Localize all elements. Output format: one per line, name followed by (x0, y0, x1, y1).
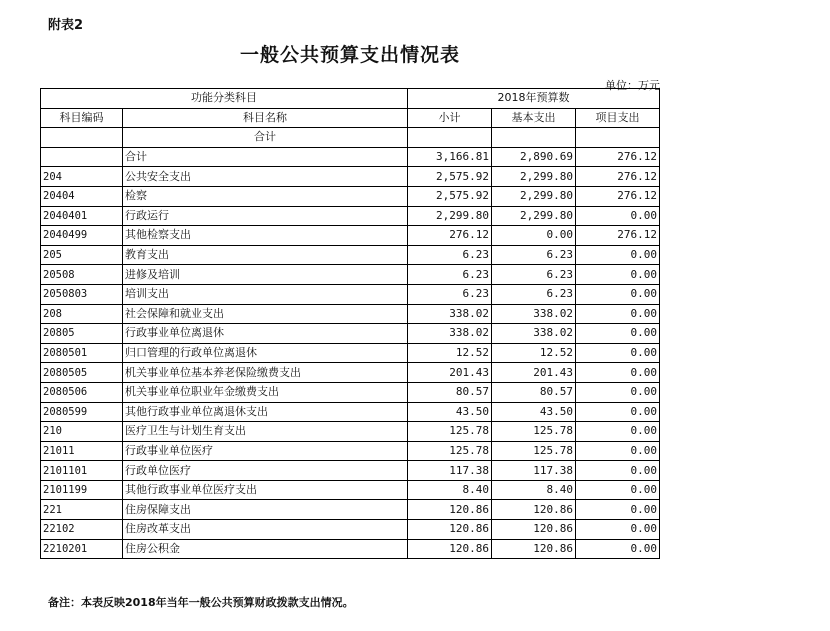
row-name: 机关事业单位职业年金缴费支出 (123, 382, 408, 402)
table-row (41, 284, 660, 304)
row-basic: 120.86 (492, 500, 576, 520)
row-project: 0.00 (576, 343, 660, 363)
row-name: 住房保障支出 (123, 500, 408, 520)
row-subtotal: 6.23 (408, 245, 492, 265)
table-row (41, 480, 660, 500)
table-row (41, 304, 660, 324)
row-code: 20508 (41, 265, 123, 285)
row-project: 0.00 (576, 324, 660, 344)
footnote: 备注：本表反映2018年当年一般公共预算财政拨款支出情况。 (48, 596, 354, 609)
row-project: 0.00 (576, 520, 660, 540)
row-name: 行政事业单位医疗 (123, 441, 408, 461)
row-name: 行政事业单位离退休 (123, 324, 408, 344)
total-label: 合计 (123, 128, 408, 148)
row-subtotal: 3,166.81 (408, 147, 492, 167)
header-row-groups (41, 89, 660, 109)
row-name: 医疗卫生与计划生育支出 (123, 422, 408, 442)
row-project: 0.00 (576, 363, 660, 383)
row-name: 其他行政事业单位医疗支出 (123, 480, 408, 500)
row-basic: 6.23 (492, 265, 576, 285)
row-basic: 338.02 (492, 304, 576, 324)
row-name: 行政单位医疗 (123, 461, 408, 481)
row-name: 其他行政事业单位离退休支出 (123, 402, 408, 422)
table-row (41, 147, 660, 167)
budget-table (40, 88, 660, 559)
row-project: 0.00 (576, 441, 660, 461)
row-subtotal: 2,575.92 (408, 186, 492, 206)
row-project: 0.00 (576, 265, 660, 285)
row-code: 2101199 (41, 480, 123, 500)
row-project: 0.00 (576, 539, 660, 559)
row-basic: 0.00 (492, 226, 576, 246)
row-basic: 2,299.80 (492, 206, 576, 226)
row-name: 社会保障和就业支出 (123, 304, 408, 324)
row-subtotal: 8.40 (408, 480, 492, 500)
header-code: 科目编码 (41, 108, 123, 128)
table-row (41, 363, 660, 383)
table-row (41, 441, 660, 461)
table-row (41, 186, 660, 206)
row-subtotal: 338.02 (408, 324, 492, 344)
row-project: 0.00 (576, 422, 660, 442)
row-code: 2040499 (41, 226, 123, 246)
row-subtotal: 120.86 (408, 539, 492, 559)
row-subtotal: 6.23 (408, 284, 492, 304)
row-subtotal: 125.78 (408, 422, 492, 442)
row-code: 221 (41, 500, 123, 520)
row-name: 住房改革支出 (123, 520, 408, 540)
table-row (41, 539, 660, 559)
total-label-project (576, 128, 660, 148)
row-basic: 8.40 (492, 480, 576, 500)
row-subtotal: 80.57 (408, 382, 492, 402)
table-row (41, 461, 660, 481)
table-row (41, 402, 660, 422)
row-code: 2050803 (41, 284, 123, 304)
row-name: 机关事业单位基本养老保险缴费支出 (123, 363, 408, 383)
row-subtotal: 43.50 (408, 402, 492, 422)
row-project: 276.12 (576, 167, 660, 187)
header-row-total-label (41, 128, 660, 148)
row-basic: 2,890.69 (492, 147, 576, 167)
header-name: 科目名称 (123, 108, 408, 128)
unit-label: 单位：万元 (605, 79, 660, 92)
total-label-basic (492, 128, 576, 148)
table-row (41, 382, 660, 402)
row-name: 教育支出 (123, 245, 408, 265)
table-row (41, 206, 660, 226)
table-row (41, 245, 660, 265)
row-project: 276.12 (576, 147, 660, 167)
row-basic: 6.23 (492, 245, 576, 265)
row-code: 22102 (41, 520, 123, 540)
row-project: 276.12 (576, 226, 660, 246)
row-name: 归口管理的行政单位离退休 (123, 343, 408, 363)
row-name: 合计 (123, 147, 408, 167)
row-code: 2080506 (41, 382, 123, 402)
appendix-label: 附表2 (48, 18, 84, 33)
row-project: 0.00 (576, 284, 660, 304)
row-name: 进修及培训 (123, 265, 408, 285)
row-subtotal: 276.12 (408, 226, 492, 246)
row-name: 其他检察支出 (123, 226, 408, 246)
row-name: 公共安全支出 (123, 167, 408, 187)
row-code: 204 (41, 167, 123, 187)
row-basic: 2,299.80 (492, 167, 576, 187)
row-subtotal: 2,299.80 (408, 206, 492, 226)
table-row (41, 343, 660, 363)
row-project: 276.12 (576, 186, 660, 206)
header-subtotal: 小计 (408, 108, 492, 128)
row-basic: 201.43 (492, 363, 576, 383)
row-project: 0.00 (576, 500, 660, 520)
table-row (41, 226, 660, 246)
row-code: 2080501 (41, 343, 123, 363)
table-row (41, 167, 660, 187)
header-row-columns (41, 108, 660, 128)
row-subtotal: 2,575.92 (408, 167, 492, 187)
row-project: 0.00 (576, 461, 660, 481)
row-basic: 43.50 (492, 402, 576, 422)
row-project: 0.00 (576, 402, 660, 422)
row-basic: 125.78 (492, 422, 576, 442)
row-code: 20404 (41, 186, 123, 206)
total-label-code (41, 128, 123, 148)
header-classification: 功能分类科目 (41, 89, 408, 109)
table-row (41, 324, 660, 344)
row-basic: 125.78 (492, 441, 576, 461)
row-code: 2101101 (41, 461, 123, 481)
row-basic: 2,299.80 (492, 186, 576, 206)
row-basic: 338.02 (492, 324, 576, 344)
row-basic: 6.23 (492, 284, 576, 304)
header-basic: 基本支出 (492, 108, 576, 128)
table-header (41, 89, 660, 148)
row-subtotal: 125.78 (408, 441, 492, 461)
row-name: 住房公积金 (123, 539, 408, 559)
table-row (41, 500, 660, 520)
row-subtotal: 117.38 (408, 461, 492, 481)
row-project: 0.00 (576, 480, 660, 500)
row-basic: 117.38 (492, 461, 576, 481)
table-row (41, 520, 660, 540)
row-basic: 120.86 (492, 539, 576, 559)
header-budget-year: 2018年预算数 (408, 89, 660, 109)
row-subtotal: 120.86 (408, 520, 492, 540)
table-row (41, 422, 660, 442)
row-code: 2080505 (41, 363, 123, 383)
row-code: 205 (41, 245, 123, 265)
row-basic: 12.52 (492, 343, 576, 363)
row-code: 21011 (41, 441, 123, 461)
row-code: 2040401 (41, 206, 123, 226)
total-label-subtotal (408, 128, 492, 148)
row-basic: 80.57 (492, 382, 576, 402)
row-subtotal: 12.52 (408, 343, 492, 363)
row-subtotal: 201.43 (408, 363, 492, 383)
row-code: 208 (41, 304, 123, 324)
row-name: 培训支出 (123, 284, 408, 304)
row-subtotal: 120.86 (408, 500, 492, 520)
header-project: 项目支出 (576, 108, 660, 128)
row-subtotal: 6.23 (408, 265, 492, 285)
row-project: 0.00 (576, 304, 660, 324)
row-project: 0.00 (576, 206, 660, 226)
row-basic: 120.86 (492, 520, 576, 540)
row-code: 20805 (41, 324, 123, 344)
page-title: 一般公共预算支出情况表 (239, 44, 460, 66)
row-code: 2210201 (41, 539, 123, 559)
row-code: 2080599 (41, 402, 123, 422)
row-code: 210 (41, 422, 123, 442)
row-subtotal: 338.02 (408, 304, 492, 324)
row-name: 行政运行 (123, 206, 408, 226)
row-project: 0.00 (576, 245, 660, 265)
row-code (41, 147, 123, 167)
row-name: 检察 (123, 186, 408, 206)
table-row (41, 265, 660, 285)
row-project: 0.00 (576, 382, 660, 402)
table-body (41, 147, 660, 558)
